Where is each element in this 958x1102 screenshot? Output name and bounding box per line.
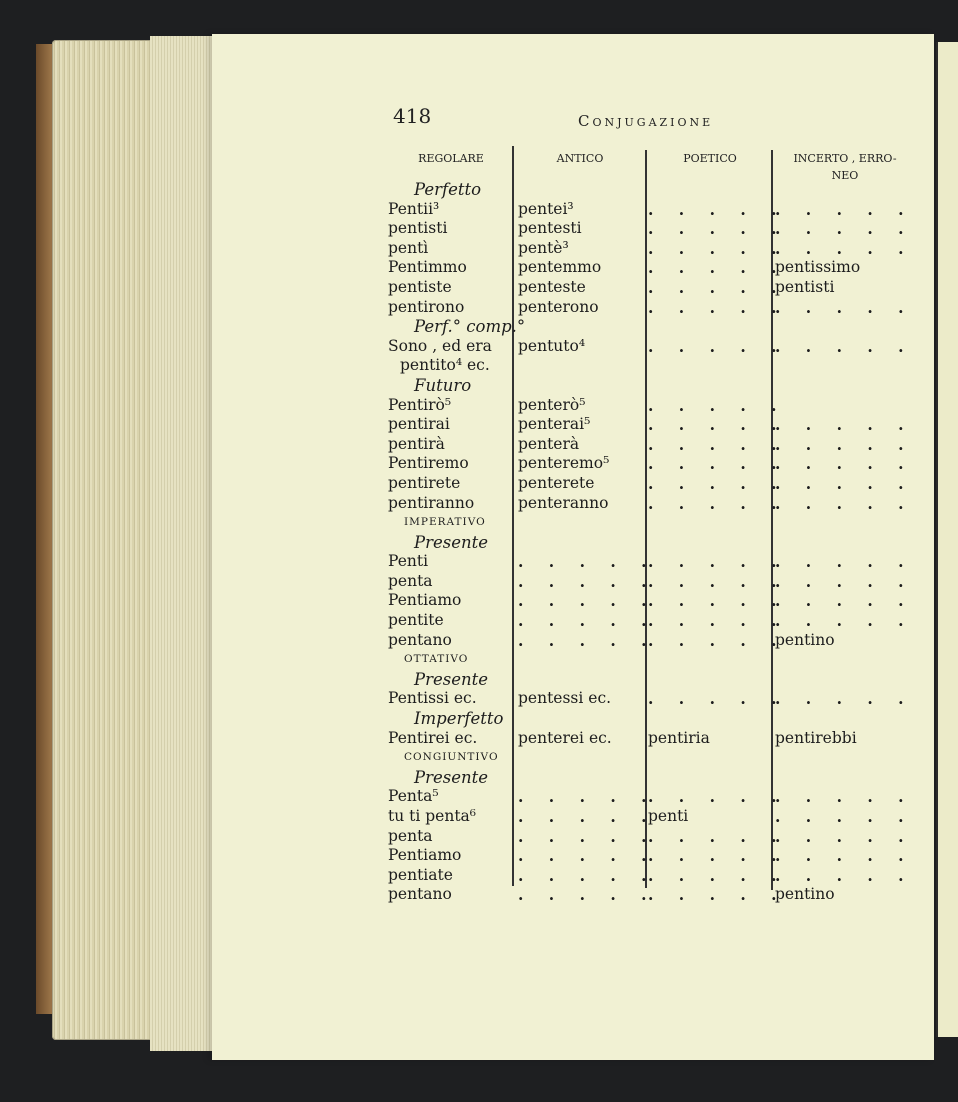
- cell-incerto: . . . . .: [775, 199, 914, 219]
- cell-regolare: pentirono: [388, 297, 465, 316]
- cell-regolare: Sono , ed era: [388, 336, 492, 355]
- cell-incerto: . . . . .: [775, 219, 914, 239]
- cell-incerto: pentisti: [775, 277, 835, 296]
- running-head: Conjugazione: [578, 112, 714, 130]
- section-heading-row: [388, 533, 908, 553]
- cell-antico: penterà: [518, 434, 580, 453]
- cell-poetico: . . . . .: [648, 336, 787, 356]
- table-row: [388, 238, 914, 259]
- cell-regolare: Penti: [388, 552, 429, 571]
- cell-poetico: . . . . .: [648, 591, 787, 611]
- cell-regolare: Pentiamo: [388, 846, 462, 865]
- cell-poetico: . . . . .: [648, 493, 787, 513]
- cell-regolare: pentì: [388, 238, 429, 257]
- table-row: [388, 219, 914, 239]
- cell-poetico: . . . . .: [648, 277, 787, 297]
- table-row: [388, 552, 914, 572]
- section-heading-row: [388, 709, 908, 729]
- cell-incerto: pentino: [775, 630, 835, 649]
- cell-regolare: IMPERATIVO: [404, 516, 486, 529]
- cell-poetico: . . . . .: [648, 846, 787, 866]
- cell-regolare: Imperfetto: [414, 709, 504, 729]
- table-row: [388, 199, 914, 220]
- cell-poetico: pentiria: [648, 728, 710, 747]
- cell-antico: . . . . .: [518, 846, 657, 866]
- cell-antico: . . . . .: [518, 865, 657, 885]
- cell-antico: penterò⁵: [518, 395, 586, 414]
- section-heading-row: [388, 670, 908, 690]
- cell-incerto: . . . . .: [775, 571, 914, 591]
- cell-incerto: pentino: [775, 885, 835, 904]
- cell-antico: penteste: [518, 277, 586, 296]
- cell-regolare: Perf.° comp.°: [414, 317, 526, 337]
- table-row: [388, 297, 914, 318]
- conjugation-table: [388, 180, 914, 905]
- cell-poetico: . . . . .: [648, 473, 787, 493]
- page-number: 418: [393, 104, 432, 128]
- cell-poetico: . . . . .: [648, 885, 787, 905]
- table-row: [388, 689, 914, 709]
- cell-incerto: . . . . .: [775, 415, 914, 435]
- cell-poetico: . . . . .: [648, 297, 787, 317]
- cell-poetico: . . . . .: [648, 434, 787, 454]
- cell-antico: pentessi ec.: [518, 689, 612, 708]
- cell-regolare: Futuro: [414, 375, 472, 395]
- cell-poetico: . . . . .: [648, 238, 787, 258]
- cell-antico: pentesti: [518, 219, 582, 238]
- cell-incerto: . . . . .: [775, 336, 914, 356]
- page-edges-inner: [150, 36, 220, 1051]
- cell-antico: pentemmo: [518, 258, 602, 277]
- cell-antico: pentei³: [518, 199, 574, 218]
- table-row: [388, 846, 914, 866]
- cell-poetico: . . . . .: [648, 630, 787, 650]
- section-heading-row: [388, 513, 908, 533]
- cell-antico: penteremo⁵: [518, 454, 610, 473]
- cell-poetico: . . . . .: [648, 454, 787, 474]
- table-row: [388, 787, 914, 807]
- cell-poetico: . . . . .: [648, 199, 787, 219]
- cell-regolare: Presente: [414, 767, 489, 787]
- column-header-regolare: REGOLARE: [418, 152, 484, 165]
- cell-regolare: pentiate: [388, 865, 453, 884]
- cell-incerto: . . . . .: [775, 611, 914, 631]
- cell-regolare: penta: [388, 826, 433, 845]
- cell-poetico: penti: [648, 807, 689, 825]
- cell-incerto: . . . . .: [775, 807, 914, 826]
- cell-antico: . . . . .: [518, 630, 657, 650]
- cell-regolare: pentisti: [388, 219, 448, 238]
- facing-page-edge: [936, 42, 958, 1037]
- cell-poetico: . . . . .: [648, 552, 787, 572]
- cell-poetico: . . . . .: [648, 219, 787, 239]
- cell-incerto: . . . . .: [775, 473, 914, 493]
- column-header-antico: ANTICO: [556, 152, 604, 165]
- section-heading-row: [388, 748, 908, 768]
- cell-regolare: Pentii³: [388, 199, 440, 218]
- cell-antico: penterete: [518, 473, 595, 492]
- table-row: [388, 473, 914, 494]
- table-row: [388, 826, 914, 847]
- table-row: [388, 865, 914, 886]
- cell-incerto: . . . . .: [775, 826, 914, 846]
- cell-regolare: pentirà: [388, 434, 445, 453]
- cell-antico: . . . . .: [518, 611, 657, 631]
- cell-incerto: . . . . .: [775, 787, 914, 807]
- table-row: [388, 631, 908, 651]
- section-heading-row: [388, 768, 908, 788]
- table-row: [388, 611, 914, 631]
- cell-regolare: Pentissi ec.: [388, 689, 477, 708]
- cell-antico: . . . . .: [518, 591, 657, 611]
- cell-antico: pentè³: [518, 238, 569, 257]
- cell-poetico: . . . . .: [648, 787, 787, 807]
- cell-regolare: Pentiamo: [388, 591, 462, 610]
- cell-antico: . . . . .: [518, 885, 657, 905]
- cell-incerto: . . . . .: [775, 493, 914, 513]
- cell-regolare: Pentirei ec.: [388, 728, 478, 747]
- cell-regolare: OTTATIVO: [404, 653, 469, 666]
- cell-regolare: Pentiremo: [388, 454, 469, 473]
- cell-regolare: pentito⁴ ec.: [400, 356, 490, 375]
- cell-regolare: Penta⁵: [388, 787, 439, 806]
- cell-incerto: . . . . .: [775, 434, 914, 454]
- cell-antico: . . . . .: [518, 552, 657, 572]
- cell-regolare: Pentimmo: [388, 258, 467, 277]
- cell-antico: pentuto⁴: [518, 336, 586, 355]
- cell-incerto: . . . . .: [775, 238, 914, 258]
- table-row: [388, 885, 908, 905]
- cell-poetico: . . . . .: [648, 415, 787, 435]
- cell-incerto: . . . . .: [775, 689, 914, 709]
- cell-poetico: . . . . .: [648, 611, 787, 631]
- cell-antico: . . . . .: [518, 807, 657, 826]
- table-row: [388, 571, 914, 592]
- cell-regolare: pentano: [388, 630, 452, 649]
- cell-regolare: Perfetto: [414, 180, 482, 199]
- table-row: [388, 807, 914, 827]
- cell-antico: penterei ec.: [518, 728, 612, 747]
- cell-regolare: Presente: [414, 532, 489, 552]
- cell-poetico: . . . . .: [648, 571, 787, 591]
- section-heading-row: [388, 650, 908, 670]
- cell-incerto: . . . . .: [775, 297, 914, 317]
- section-heading-row: [388, 376, 908, 396]
- column-header-incerto: [780, 150, 910, 184]
- table-row: [388, 454, 914, 474]
- table-row: [388, 396, 908, 416]
- cell-poetico: . . . . .: [648, 826, 787, 846]
- table-row: [388, 278, 908, 298]
- cell-regolare: pentite: [388, 611, 444, 630]
- table-row: [388, 591, 914, 611]
- cell-regolare: pentiranno: [388, 493, 475, 512]
- cell-incerto: pentissimo: [775, 258, 861, 277]
- cell-regolare: pentiste: [388, 277, 452, 296]
- column-header-poetico: POETICO: [683, 152, 737, 165]
- cell-antico: . . . . .: [518, 787, 657, 807]
- cell-regolare: penta: [388, 571, 433, 590]
- cell-antico: penterono: [518, 297, 599, 316]
- cell-incerto: . . . . .: [775, 591, 914, 611]
- cell-regolare: pentirete: [388, 473, 461, 492]
- table-row: [388, 356, 908, 376]
- table-row: [388, 336, 914, 357]
- cell-antico: penteranno: [518, 493, 609, 512]
- cell-poetico: . . . . .: [648, 865, 787, 885]
- cell-incerto: . . . . .: [775, 454, 914, 474]
- cell-incerto: . . . . .: [775, 552, 914, 572]
- cell-regolare: CONGIUNTIVO: [404, 751, 499, 764]
- column-header-incerto-line2: NEO: [831, 169, 859, 182]
- table-row: [388, 434, 914, 455]
- cell-regolare: pentirai: [388, 415, 450, 434]
- cell-regolare: pentano: [388, 885, 452, 904]
- column-header-incerto-line1: INCERTO , ERRO-: [793, 152, 897, 165]
- cell-poetico: . . . . .: [648, 395, 787, 415]
- section-heading-row: [388, 180, 908, 200]
- cell-regolare: Pentirò⁵: [388, 395, 452, 414]
- table-row: [388, 493, 914, 514]
- cell-regolare: Presente: [414, 669, 489, 689]
- cell-incerto: pentirebbi: [775, 728, 857, 747]
- cell-antico: . . . . .: [518, 571, 657, 591]
- table-row: [388, 729, 908, 749]
- cell-incerto: . . . . .: [775, 865, 914, 885]
- cell-poetico: . . . . .: [648, 689, 787, 709]
- table-row: [388, 258, 908, 278]
- cell-antico: penterai⁵: [518, 415, 591, 434]
- table-row: [388, 415, 914, 435]
- cell-poetico: . . . . .: [648, 258, 787, 278]
- cell-antico: . . . . .: [518, 826, 657, 846]
- cell-regolare: tu ti penta⁶: [388, 807, 477, 825]
- cell-incerto: . . . . .: [775, 846, 914, 866]
- section-heading-row: [388, 317, 908, 337]
